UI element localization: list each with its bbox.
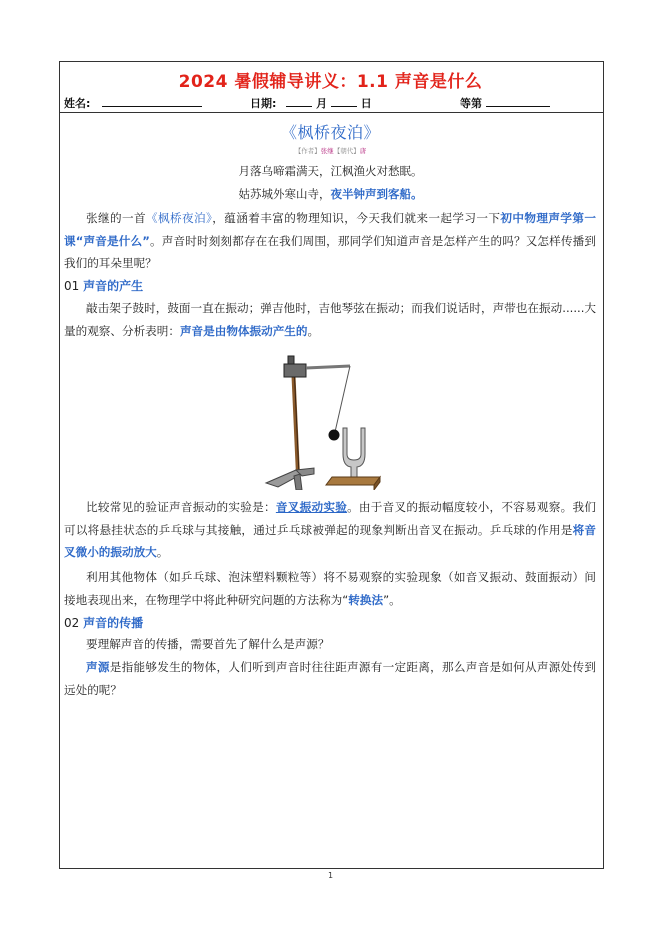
- section-2-num: 02: [64, 616, 84, 630]
- day-label: 日: [360, 97, 372, 110]
- s1p3-highlight: 转换法: [348, 592, 384, 607]
- s1p1-end: 。: [307, 323, 320, 338]
- intro-paragraph: [64, 207, 596, 275]
- page-number: 1: [327, 871, 334, 880]
- date-label: 日期:: [250, 97, 277, 110]
- poem-line-2: [0, 186, 661, 202]
- s1p2-highlight-1: 音叉振动实验: [275, 500, 348, 514]
- intro-text-1: 张继的一首: [86, 211, 147, 225]
- day-blank: [331, 96, 357, 107]
- name-label: 姓名:: [64, 97, 91, 110]
- page-title: 2024 暑假辅导讲义：1.1 声音是什么: [178, 72, 483, 92]
- section-1-title: 声音的产生: [83, 279, 144, 293]
- s2p1-text: 要理解声音的传播，需要首先了解什么是声源？: [86, 637, 330, 651]
- s1p3-text: 利用其他物体（如乒乓球、泡沫塑料颗粒等）将不易观察的实验现象（如音叉振动、鼓面振动）间接地表现出来，在物理学中将此种研究问题的方法称为“: [64, 570, 596, 607]
- meta-dynasty-label: 【朝代】: [333, 147, 360, 155]
- s2p2-text: 是指能够发生的物体，人们听到声音时往往距声源有一定距离，那么声音是如何从声源处传到远处的呢？: [64, 660, 596, 697]
- section-1-para-3: [64, 566, 596, 611]
- poem-meta: [0, 146, 661, 155]
- section-1-heading: [64, 277, 143, 294]
- meta-author-label: 【作者】: [294, 147, 321, 155]
- section-1-para-1: [64, 297, 596, 342]
- s1p1-highlight: 声音是由物体振动产生的: [179, 323, 308, 338]
- grade-blank: [486, 96, 550, 107]
- s1p3-end: ”。: [383, 592, 401, 607]
- date-field: [250, 95, 372, 111]
- section-1-para-2: [64, 496, 596, 564]
- header-divider: [59, 112, 604, 113]
- month-label: 月: [316, 97, 328, 110]
- s1p2-end: 。: [156, 545, 169, 559]
- s1p1-text: 敲击架子鼓时，鼓面一直在振动；弹吉他时，吉他琴弦在振动；而我们说话时，声带也在振动......大量的观察、分析表明：: [64, 301, 596, 338]
- poem-dynasty: 唐: [359, 147, 367, 155]
- s1p2-highlight-2: 将音叉微小的振动放大: [64, 522, 596, 559]
- section-2-title: 声音的传播: [83, 616, 144, 630]
- month-blank: [286, 96, 312, 107]
- section-1-num: 01: [64, 279, 84, 293]
- name-field: [64, 95, 202, 111]
- tuning-fork-experiment-illustration: [262, 350, 394, 490]
- intro-text-3: 。声音时时刻刻都存在在我们周围，那同学们知道声音是怎样产生的吗？又怎样传播到我们的耳朵里呢？: [64, 233, 596, 270]
- section-2-para-2: [64, 656, 596, 701]
- poem-line-2b: 夜半钟声到客船。: [330, 187, 423, 201]
- section-2-para-1: [64, 633, 596, 656]
- intro-poem-ref: 《枫桥夜泊》: [146, 211, 213, 225]
- poem-author: 张继: [320, 147, 334, 155]
- intro-highlight: 初中物理声学第一课“声音是什么”: [64, 211, 596, 248]
- section-2-heading: [64, 614, 143, 631]
- s1p2-text-2: 。由于音叉的振动幅度较小，不容易观察。我们可以将悬挂状态的乒乓球与其接触，通过乒乓球被弹起的现象判断出音叉在振动。乒乓球的作用是: [64, 500, 596, 537]
- name-blank: [102, 96, 202, 107]
- s2p2-highlight: 声源: [86, 660, 110, 674]
- grade-field: [460, 95, 550, 111]
- poem-line-2a: 姑苏城外寒山寺，: [238, 187, 331, 201]
- poem-line-1: 月落乌啼霜满天，江枫渔火对愁眠。: [238, 164, 423, 178]
- s1p2-text-1: 比较常见的验证声音振动的实验是：: [86, 500, 276, 514]
- poem-title: 《枫桥夜泊》: [280, 123, 380, 142]
- grade-label: 等第: [460, 97, 482, 110]
- intro-text-2: ，蕴涵着丰富的物理知识，今天我们就来一起学习一下: [212, 211, 501, 225]
